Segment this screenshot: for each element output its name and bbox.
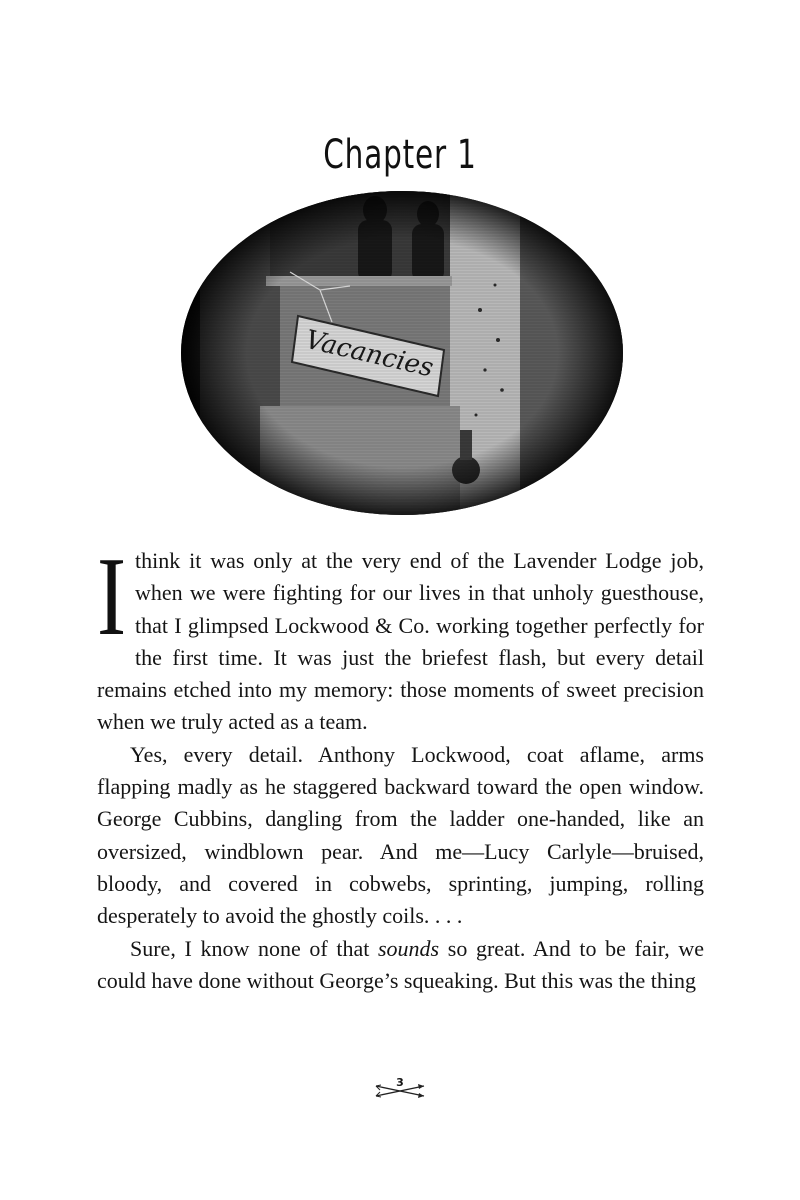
paragraph-3	[97, 933, 704, 998]
paragraph-2: Yes, every detail. Anthony Lockwood, coat aflame, arms flapping madly as he staggered backward toward the open window. George Cubbins, dangling from the ladder one-handed, like an oversized, windblown pear. And me—Lucy Carlyle—bruised, bloody, and covered in cobwebs, sprinting, jumping, rolling desperately to avoid the ghostly coils. . . .	[97, 741, 704, 929]
page-number: 3	[396, 1076, 404, 1089]
paragraph-3-start: Sure, I know none of that	[130, 935, 378, 961]
paragraph-3-emphasis: sounds	[377, 935, 440, 961]
paragraph-3-end: so great. And to be fair, we could have done without George’s squeaking. But this was the thing	[97, 935, 704, 993]
vacancies-door-image	[180, 190, 624, 516]
chapter-body	[97, 535, 704, 997]
paragraph-1	[97, 535, 704, 739]
paragraph-1-text: think it was only at the very end of the Lavender Lodge job, when we were fighting for our lives in that unholy guesthouse, that I glimpsed Lockwood & Co. working together perfectly for the first time. It was just the briefest flash, but every detail remains etched into my memory: those moments of sweet precision when we truly acted as a team.	[97, 548, 704, 735]
chapter-illustration	[180, 190, 624, 516]
page-folio	[0, 1074, 800, 1104]
drop-cap: I	[97, 535, 127, 659]
chapter-title: Chapter 1	[323, 132, 477, 178]
